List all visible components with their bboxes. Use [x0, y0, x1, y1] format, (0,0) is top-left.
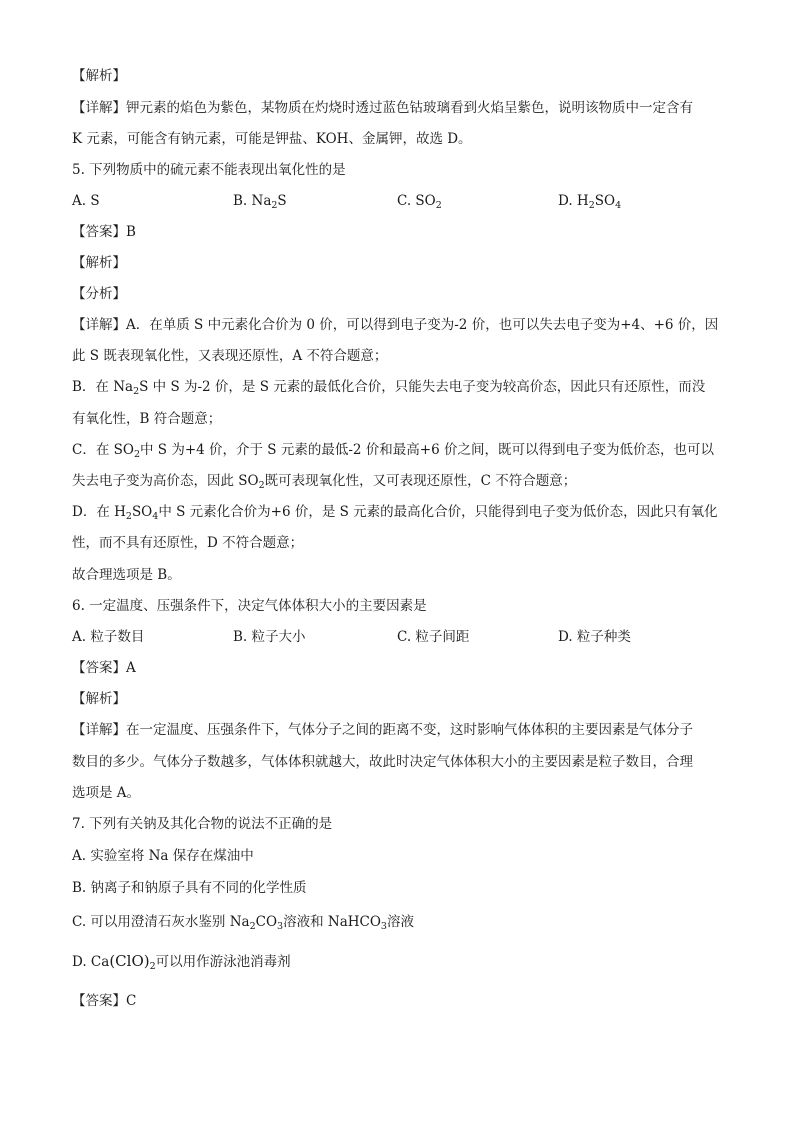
option-d: D. $H_2SO_4$ [558, 193, 622, 211]
detail-text-line: 此 S 既表现氧化性，又表现还原性，A 不符合题意； [72, 348, 388, 364]
answer-label: 【答案】C [72, 993, 137, 1009]
detail-text-line: 失去电子变为高价态，因此 $SO_2$既可表现氧化性，又可表现还原性，C 不符合题意； [72, 473, 577, 491]
option-d: D. 粒子种类 [558, 629, 631, 645]
answer-label: 【答案】A [72, 660, 136, 676]
section-label-jiexi: 【解析】 [72, 691, 126, 707]
detail-text-line: 【详解】钾元素的焰色为紫色，某物质在灼烧时透过蓝色钴玻璃看到火焰呈紫色，说明该物质中一定含有 [72, 100, 693, 116]
detail-text-line: B．在 $Na_2S$ 中 S 为-2 价，是 S 元素的最低化合价，只能失去电子变为较高价态，因此只有还原性，而没 [72, 379, 706, 397]
section-label-jiexi: 【解析】 [72, 255, 126, 271]
option-b: B. 粒子大小 [233, 629, 306, 645]
detail-text-line: 选项是 A。 [72, 785, 141, 801]
question-stem-6: 6. 一定温度、压强条件下，决定气体体积大小的主要因素是 [72, 598, 427, 614]
question-stem-7: 7. 下列有关钠及其化合物的说法不正确的是 [72, 816, 333, 832]
section-label-fenxi: 【分析】 [72, 286, 126, 302]
option-c: C. 粒子间距 [397, 629, 470, 645]
option-b: B. $Na_2S$ [233, 193, 287, 211]
detail-text-line: 有氧化性，B 符合题意； [72, 411, 222, 427]
question-stem-5: 5. 下列物质中的硫元素不能表现出氧化性的是 [72, 162, 346, 178]
option-a: A. S [72, 193, 100, 209]
detail-text-line: 数目的多少。气体分子数越多，气体体积就越大，故此时决定气体体积大小的主要因素是粒子数目，合理 [72, 754, 693, 770]
detail-text-line: 性，而不具有还原性，D 不符合题意； [72, 535, 304, 551]
option-a: A. 实验室将 Na 保存在煤油中 [72, 848, 254, 864]
detail-text-line: 故合理选项是 B。 [72, 567, 181, 583]
option-b: B. 钠离子和钠原子具有不同的化学性质 [72, 880, 307, 896]
detail-text-line: K 元素，可能含有钠元素，可能是钾盐、KOH、金属钾，故选 D。 [72, 131, 472, 147]
option-a: A. 粒子数目 [72, 629, 145, 645]
option-d: D. $Ca(ClO)_2$可以用作游泳池消毒剂 [72, 952, 291, 972]
section-label-jiexi: 【解析】 [72, 68, 126, 84]
detail-text-line: 【详解】A．在单质 S 中元素化合价为 0 价，可以得到电子变为-2 价，也可以失去电子变为+4、+6 价，因 [72, 317, 719, 333]
detail-text-line: 【详解】在一定温度、压强条件下，气体分子之间的距离不变，这时影响气体体积的主要因素是气体分子 [72, 722, 693, 738]
detail-text-line: D．在 $H_2SO_4$中 S 元素化合价为+6 价，是 S 元素的最高化合价，只能得到电子变为低价态，因此只有氧化 [72, 504, 718, 522]
option-c: C. 可以用澄清石灰水鉴别 $Na_2CO_3$溶液和 NaHCO$_3$溶液 [72, 914, 414, 932]
option-c: C. $SO_2$ [397, 193, 442, 211]
detail-text-line: C．在 $SO_2$中 S 为+4 价，介于 S 元素的最低-2 价和最高+6 价之间，既可以得到电子变为低价态，也可以 [72, 442, 714, 460]
answer-label: 【答案】B [72, 224, 136, 240]
